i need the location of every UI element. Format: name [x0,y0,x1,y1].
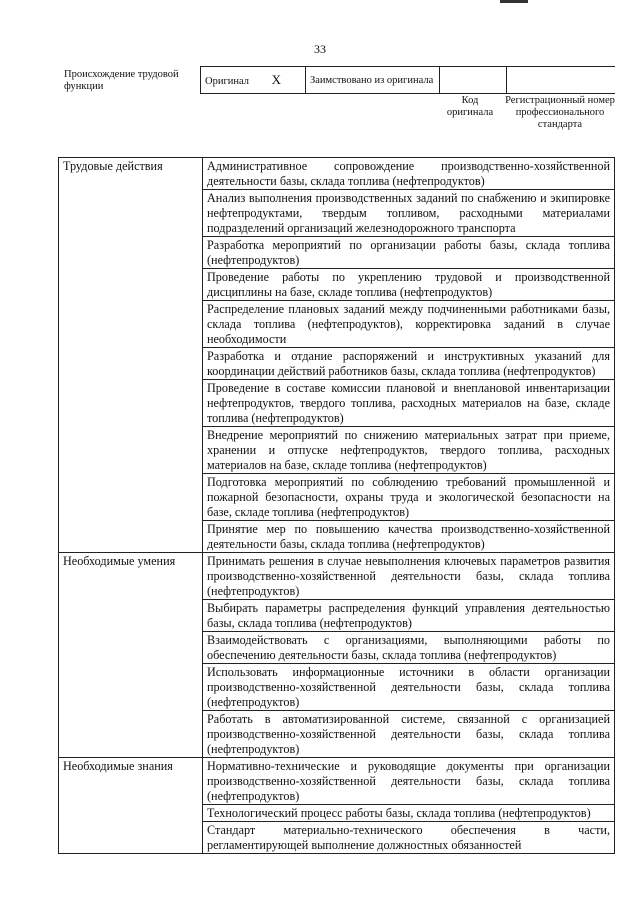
section-item: Стандарт материально-технического обеспечения в части, регламентирующей выполнение должностных обязанностей [203,822,615,854]
section-item: Административное сопровождение производственно-хозяйственной деятельности базы, склада топлива (нефтепродуктов) [203,158,615,190]
original-mark: X [271,71,282,87]
section-item: Внедрение мероприятий по снижению материальных затрат при приеме, хранении и отпуске нефтепродуктов, твердого топлива, расходных материалов на базе, складе топлива (нефтепродуктов) [203,427,615,474]
section-title-required-skills: Необходимые умения [59,553,203,758]
section-item: Разработка мероприятий по организации работы базы, склада топлива (нефтепродуктов) [203,237,615,269]
section-item: Технологический процесс работы базы, склада топлива (нефтепродуктов) [203,805,615,822]
code-cell [440,67,507,94]
section-item: Проведение в составе комиссии плановой и внеплановой инвентаризации нефтепродуктов, твердого топлива, расходных материалов на базе, складе топлива (нефтепродуктов) [203,380,615,427]
table-row [59,758,615,805]
borrowed-cell: Заимствовано из оригинала [306,67,440,94]
origin-label: Происхождение трудовой функции [64,69,179,92]
page-number: 33 [314,42,326,56]
section-item: Выбирать параметры распределения функций управления деятельностью базы, склада топлива (нефтепродуктов) [203,600,615,632]
reg-number-cell [507,67,616,94]
origin-table [200,66,615,94]
table-row [59,158,615,190]
scan-artifact [500,0,528,3]
reg-number-caption: Регистрационный номер профессионального стандарта [505,95,615,130]
section-item: Нормативно-технические и руководящие документы при организации производственно-хозяйственной деятельности базы, склада топлива (нефтепродуктов) [203,758,615,805]
section-item: Работать в автоматизированной системе, связанной с организацией производственно-хозяйственной деятельности базы, склада топлива (нефтепродуктов) [203,711,615,758]
section-item: Принимать решения в случае невыполнения ключевых параметров развития производственно-хозяйственной деятельности базы, склада топлива (нефтепродуктов) [203,553,615,600]
code-caption: Код оригинала [446,95,494,118]
section-item: Подготовка мероприятий по соблюдению требований промышленной и пожарной безопасности, охраны труда и экологической безопасности на базе, складе топлива (нефтепродуктов) [203,474,615,521]
section-item: Принятие мер по повышению качества производственно-хозяйственной деятельности базы, склада топлива (нефтепродуктов) [203,521,615,553]
section-title-labor-actions: Трудовые действия [59,158,203,553]
section-title-required-knowledge: Необходимые знания [59,758,203,854]
section-item: Проведение работы по укреплению трудовой и производственной дисциплины на базе, складе топлива (нефтепродуктов) [203,269,615,301]
section-item: Использовать информационные источники в области организации производственно-хозяйственной деятельности базы, склада топлива (нефтепродуктов) [203,664,615,711]
labor-function-table [58,157,615,854]
section-item: Анализ выполнения производственных заданий по снабжению и экипировке нефтепродуктами, твердым топливом, расходными материалами подразделений организаций железнодорожного транспорта [203,190,615,237]
section-item: Распределение плановых заданий между подчиненными работниками базы, склада топлива (нефтепродуктов), корректировка заданий в случае необходимости [203,301,615,348]
section-item: Разработка и отдание распоряжений и инструктивных указаний для координации действий работников базы, склада топлива (нефтепродуктов) [203,348,615,380]
original-label: Оригинал [205,75,249,87]
original-cell [201,67,306,94]
section-item: Взаимодействовать с организациями, выполняющими работы по обеспечению деятельности базы, склада топлива (нефтепродуктов) [203,632,615,664]
table-row [59,553,615,600]
